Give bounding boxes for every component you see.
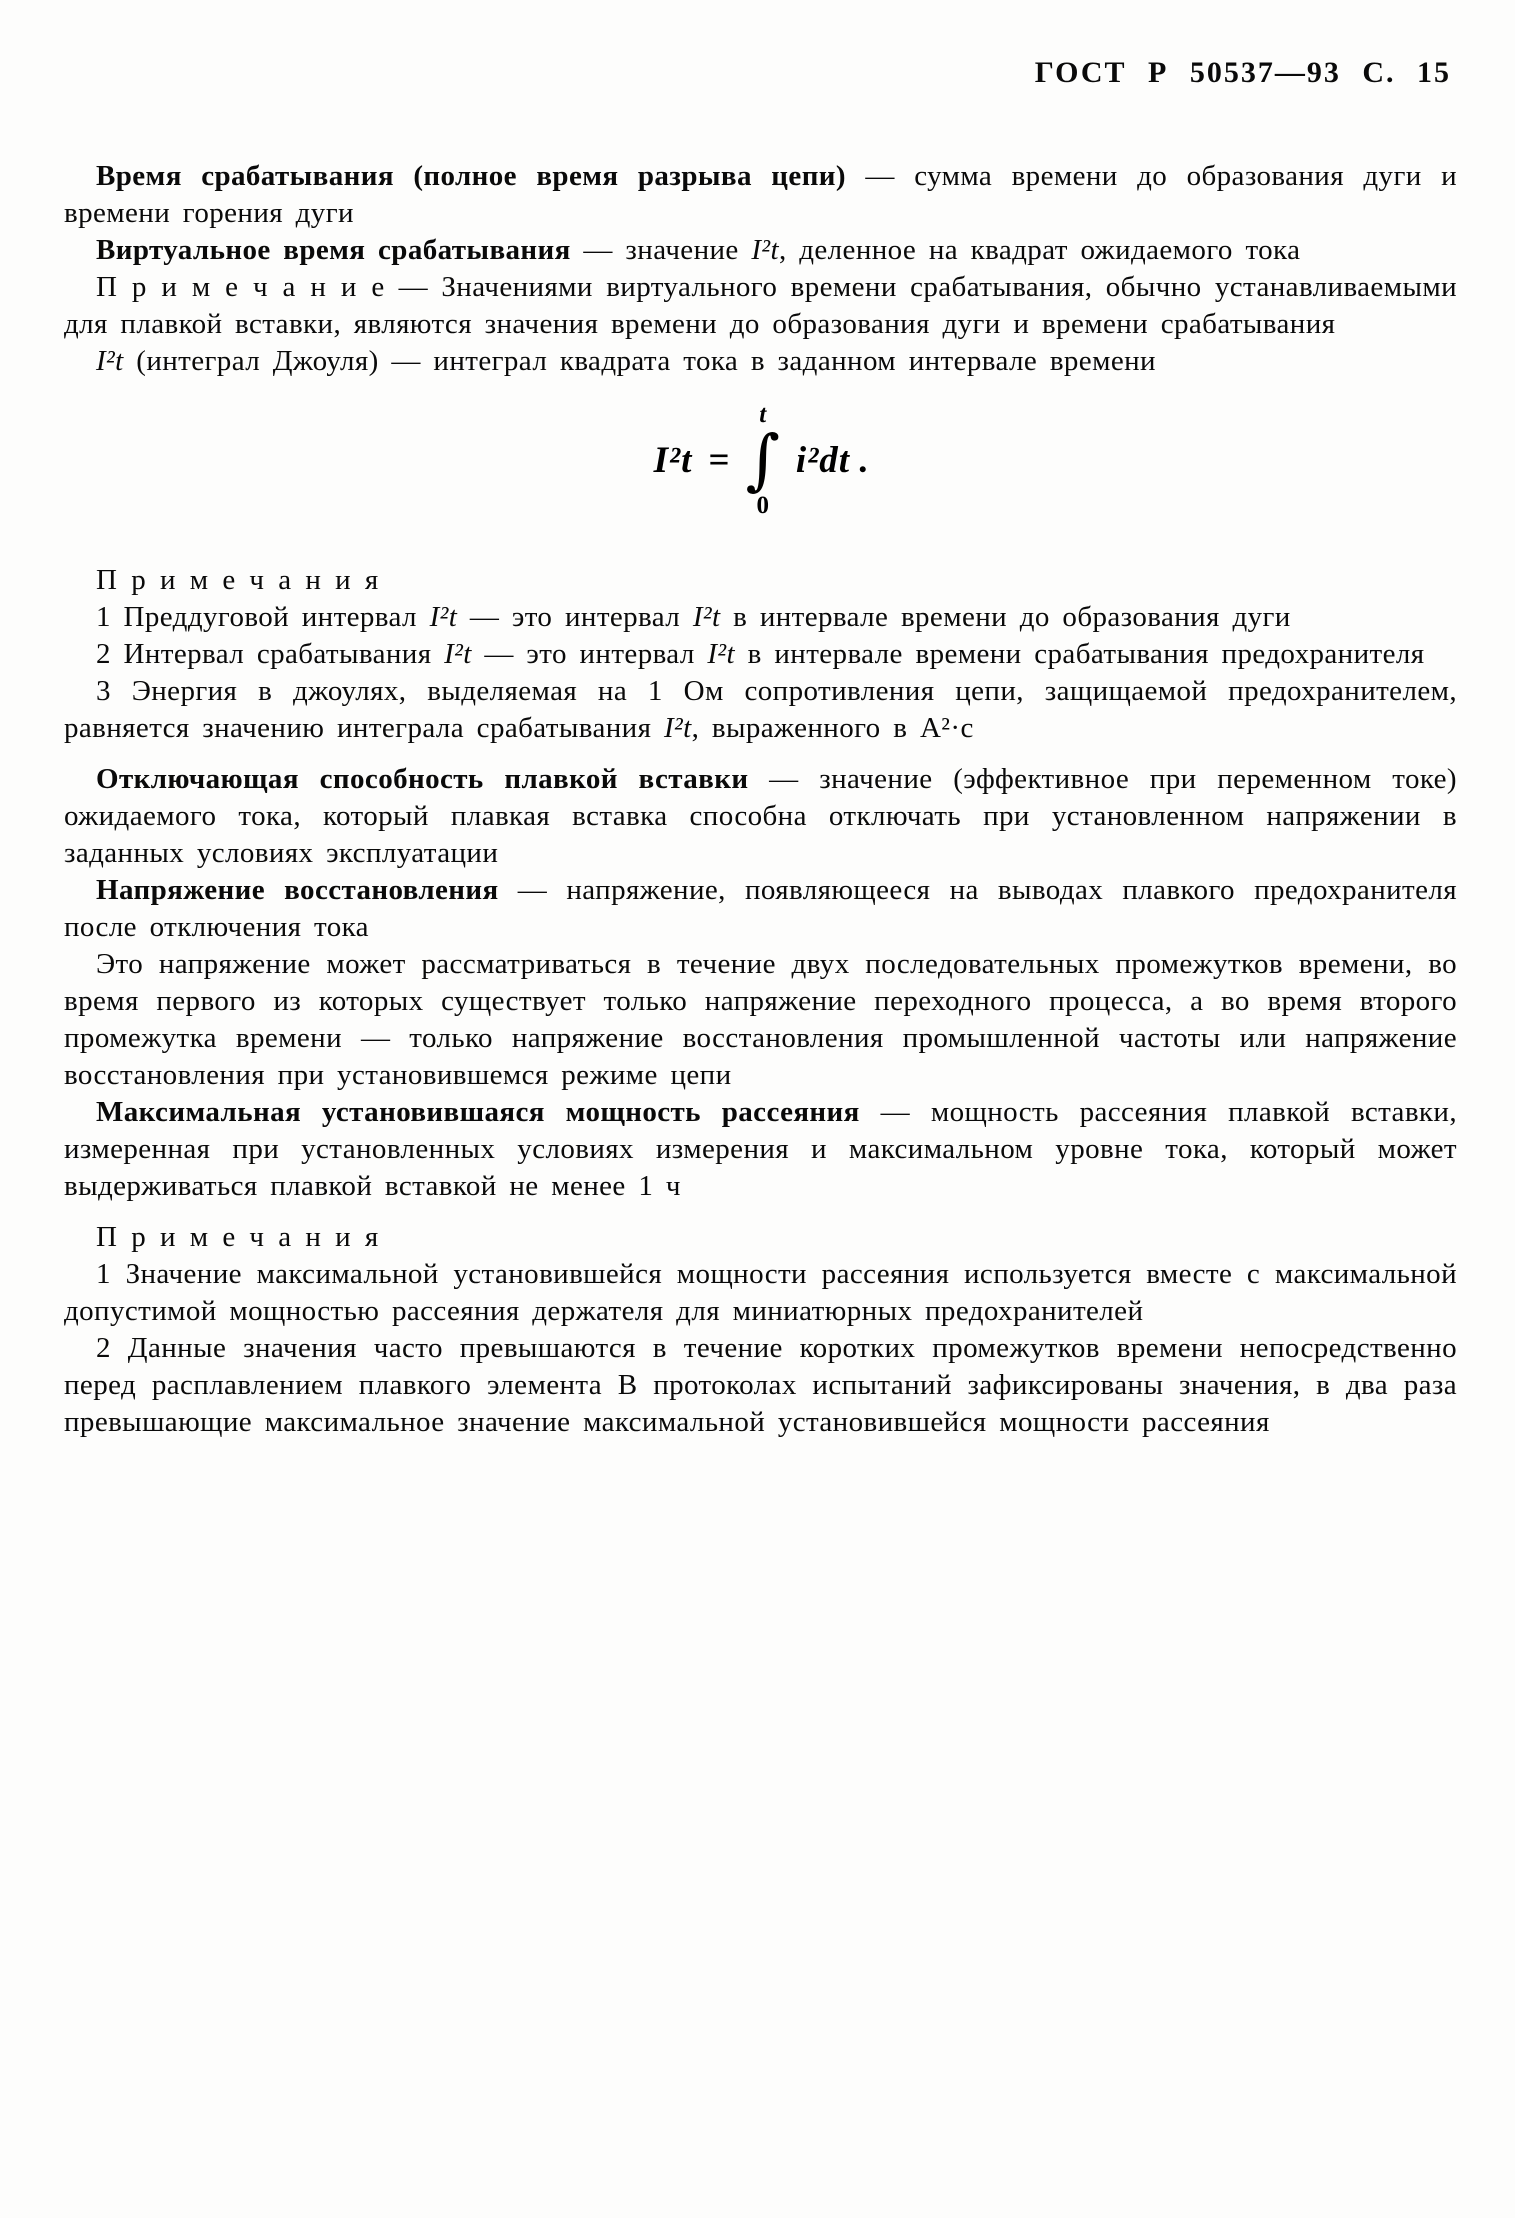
text-segment: I²t bbox=[663, 712, 692, 744]
text-segment: Время срабатывания (полное время разрыва цепи) bbox=[96, 160, 846, 192]
text-segment: 1 Значение максимальной установившейся мощности рассеяния используется вместе с максимальной допустимой мощностью рассеяния держателя для миниатюрных предохранителей bbox=[64, 1258, 1457, 1327]
notes-heading-1 bbox=[64, 562, 1457, 599]
text-segment: I²t bbox=[751, 234, 779, 266]
text-segment: Максимальная установившаяся мощность рассеяния bbox=[96, 1096, 860, 1128]
text-segment: — значение (эффективное при переменном токе) ожидаемого тока, который плавкая вставка способна отключать при установленном напряжении в заданных условиях эксплуатации bbox=[64, 763, 1457, 869]
text-segment: 2 Интервал срабатывания bbox=[96, 638, 445, 670]
text-segment: 3 Энергия в джоулях, выделяемая на 1 Ом сопротивления цепи, защищаемой предохранителем, равняется значению интеграла срабатывания bbox=[64, 675, 1457, 744]
text-segment: I²t bbox=[429, 601, 458, 633]
formula-period: . bbox=[858, 439, 868, 481]
text-segment: в интервале времени до образования дуги bbox=[720, 601, 1291, 633]
integral-upper-limit: t bbox=[759, 401, 767, 428]
text-segment: , деленное на квадрат ожидаемого тока bbox=[778, 234, 1301, 266]
text-segment: — сумма времени до образования дуги и времени горения дуги bbox=[64, 160, 1457, 229]
text-segment: I²t bbox=[707, 638, 735, 670]
document-content bbox=[64, 158, 1457, 1441]
term-virtual-operating-time bbox=[64, 232, 1457, 269]
note-1-prearcing-interval bbox=[64, 599, 1457, 636]
text-segment: (интеграл Джоуля) — интеграл квадрата тока в заданном интервале времени bbox=[123, 345, 1156, 377]
text-segment: Виртуальное время срабатывания bbox=[96, 234, 571, 266]
equals-sign: = bbox=[708, 439, 730, 481]
text-segment: П р и м е ч а н и е bbox=[96, 271, 386, 303]
text-segment: — значение bbox=[570, 234, 752, 266]
text-segment: Это напряжение может рассматриваться в течение двух последовательных промежутков времени, во время первого из которых существует только напряжение переходного процесса, а во время второго промежутка времени — только напряжение восстановления промышленной частоты или напряжение восстановления при установившемся режиме цепи bbox=[64, 948, 1457, 1091]
term-max-steady-power bbox=[64, 1094, 1457, 1205]
formula-integrand: i²dt bbox=[795, 439, 851, 481]
integral-with-limits bbox=[746, 402, 780, 518]
term-breaking-capacity bbox=[64, 761, 1457, 872]
page-header bbox=[64, 56, 1457, 96]
text-segment: , выраженного в А²·с bbox=[691, 712, 974, 744]
text-segment: П р и м е ч а н и я bbox=[96, 564, 380, 596]
notes-heading-2 bbox=[64, 1219, 1457, 1256]
text-segment: 1 Преддуговой интервал bbox=[96, 601, 430, 633]
term-recovery-voltage bbox=[64, 872, 1457, 946]
note-2-values-exceeded bbox=[64, 1330, 1457, 1441]
text-segment: — напряжение, появляющееся на выводах плавкого предохранителя после отключения тока bbox=[64, 874, 1457, 943]
text-segment: I²t bbox=[692, 601, 721, 633]
doc-number-page: ГОСТ Р 50537—93 С. 15 bbox=[1034, 56, 1451, 89]
text-segment: Напряжение восстановления bbox=[96, 874, 499, 906]
joule-integral-formula bbox=[64, 402, 1457, 518]
text-segment: — это интервал bbox=[457, 601, 693, 633]
integral-sign: ∫ bbox=[745, 421, 780, 498]
note-2-operating-interval bbox=[64, 636, 1457, 673]
note-3-energy bbox=[64, 673, 1457, 747]
para-recovery-voltage-detail bbox=[64, 946, 1457, 1094]
text-segment: П р и м е ч а н и я bbox=[96, 1221, 380, 1253]
note-1-max-power-use bbox=[64, 1256, 1457, 1330]
integral-lower-limit: 0 bbox=[756, 492, 769, 519]
text-segment: I²t bbox=[96, 345, 124, 377]
formula-lhs: I²t bbox=[653, 439, 693, 481]
text-segment: Отключающая способность плавкой вставки bbox=[96, 763, 749, 795]
text-segment: 2 Данные значения часто превышаются в течение коротких промежутков времени непосредственно перед расплавлением плавкого элемента В протоколах испытаний зафиксированы значения, в два раза превышающие максимальное значение максимальной установившейся мощности рассеяния bbox=[64, 1332, 1457, 1438]
term-joule-integral bbox=[64, 343, 1457, 380]
text-segment: — Значениями виртуального времени срабатывания, обычно устанавливаемыми для плавкой вставки, являются значения времени до образования дуги и времени срабатывания bbox=[64, 271, 1458, 340]
text-segment: — это интервал bbox=[471, 638, 708, 670]
note-virtual-time bbox=[64, 269, 1457, 343]
text-segment: — мощность рассеяния плавкой вставки, измеренная при установленных условиях измерения и максимальном уровне тока, который может выдерживаться плавкой вставкой не менее 1 ч bbox=[64, 1096, 1457, 1202]
term-operating-time bbox=[64, 158, 1457, 232]
text-segment: I²t bbox=[444, 638, 472, 670]
text-segment: в интервале времени срабатывания предохранителя bbox=[734, 638, 1425, 670]
